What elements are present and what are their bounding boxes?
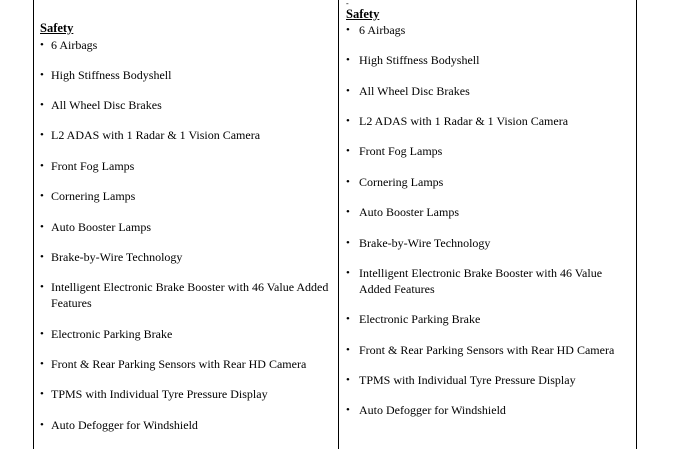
- left-item-bodyshell: High Stiffness Bodyshell: [51, 68, 172, 82]
- left-item-booster-lamps: Auto Booster Lamps: [51, 220, 151, 234]
- table-border-right: [636, 0, 637, 449]
- right-item-tpms: TPMS with Individual Tyre Pressure Display: [359, 373, 576, 387]
- table-border-middle: [338, 0, 339, 449]
- left-bullet: •: [40, 388, 44, 400]
- top-dash-mark: -: [346, 0, 349, 8]
- right-item-airbags: 6 Airbags: [359, 23, 406, 37]
- right-item-brake-by-wire: Brake-by-Wire Technology: [359, 236, 491, 250]
- left-bullet: •: [40, 419, 44, 431]
- right-item-bodyshell: High Stiffness Bodyshell: [359, 53, 480, 67]
- left-item-fog-lamps: Front Fog Lamps: [51, 159, 135, 173]
- right-item-cornering-lamps: Cornering Lamps: [359, 175, 444, 189]
- left-bullet: •: [40, 358, 44, 370]
- right-item-adas: L2 ADAS with 1 Radar & 1 Vision Camera: [359, 114, 569, 128]
- right-bullet: •: [346, 237, 350, 249]
- left-bullet: •: [40, 160, 44, 172]
- right-item-brake-booster: Intelligent Electronic Brake Booster with 46 Value: [359, 266, 603, 280]
- left-item-parking-sensors: Front & Rear Parking Sensors with Rear HD Camera: [51, 357, 307, 371]
- right-bullet: •: [346, 344, 350, 356]
- right-bullet: •: [346, 85, 350, 97]
- left-item-brake-booster: Intelligent Electronic Brake Booster with 46 Value Added: [51, 280, 329, 294]
- left-bullet: •: [40, 328, 44, 340]
- right-bullet: •: [346, 145, 350, 157]
- left-item-brake-booster-cont: Features: [51, 296, 92, 310]
- left-bullet: •: [40, 190, 44, 202]
- right-item-parking-sensors: Front & Rear Parking Sensors with Rear HD Camera: [359, 343, 615, 357]
- left-item-tpms: TPMS with Individual Tyre Pressure Display: [51, 387, 268, 401]
- left-bullet: •: [40, 39, 44, 51]
- left-item-parking-brake: Electronic Parking Brake: [51, 327, 173, 341]
- table-border-left: [33, 0, 34, 449]
- right-item-brake-booster-cont: Added Features: [359, 282, 435, 296]
- right-bullet: •: [346, 374, 350, 386]
- left-item-airbags: 6 Airbags: [51, 38, 98, 52]
- right-item-booster-lamps: Auto Booster Lamps: [359, 205, 459, 219]
- left-bullet: •: [40, 251, 44, 263]
- right-item-disc-brakes: All Wheel Disc Brakes: [359, 84, 470, 98]
- right-bullet: •: [346, 206, 350, 218]
- left-bullet: •: [40, 129, 44, 141]
- left-bullet: •: [40, 69, 44, 81]
- left-bullet: •: [40, 281, 44, 293]
- left-item-adas: L2 ADAS with 1 Radar & 1 Vision Camera: [51, 128, 261, 142]
- right-item-defogger: Auto Defogger for Windshield: [359, 403, 506, 417]
- left-bullet: •: [40, 99, 44, 111]
- left-item-cornering-lamps: Cornering Lamps: [51, 189, 136, 203]
- left-bullet: •: [40, 221, 44, 233]
- right-bullet: •: [346, 313, 350, 325]
- right-bullet: •: [346, 267, 350, 279]
- left-item-disc-brakes: All Wheel Disc Brakes: [51, 98, 162, 112]
- right-item-parking-brake: Electronic Parking Brake: [359, 312, 481, 326]
- right-bullet: •: [346, 404, 350, 416]
- right-bullet: •: [346, 54, 350, 66]
- right-bullet: •: [346, 24, 350, 36]
- left-item-brake-by-wire: Brake-by-Wire Technology: [51, 250, 183, 264]
- left-item-defogger: Auto Defogger for Windshield: [51, 418, 198, 432]
- right-safety-heading: Safety: [346, 7, 380, 21]
- left-safety-heading: Safety: [40, 21, 74, 35]
- right-bullet: •: [346, 176, 350, 188]
- right-item-fog-lamps: Front Fog Lamps: [359, 144, 443, 158]
- right-bullet: •: [346, 115, 350, 127]
